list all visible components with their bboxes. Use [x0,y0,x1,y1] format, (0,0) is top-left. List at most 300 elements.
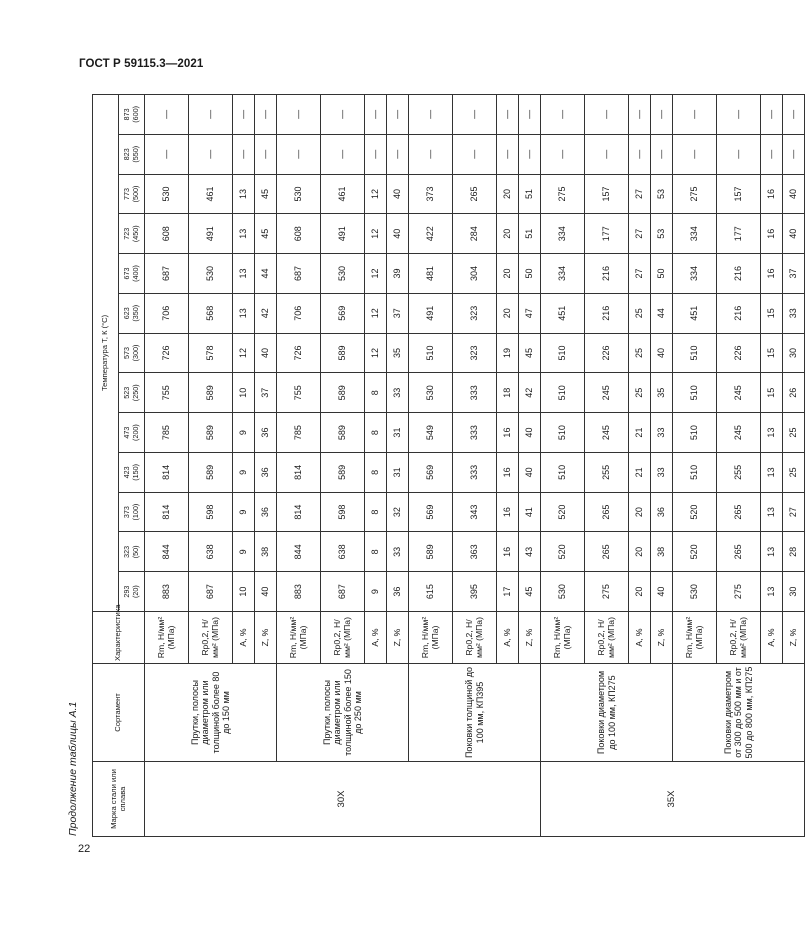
temperature-kelvin: 523 [122,386,132,399]
temperature-623 [119,293,145,333]
header-characteristic: Характеристика [93,612,145,664]
value-cell: 13 [761,492,783,532]
value-cell: 38 [651,532,673,572]
value-cell: — [761,134,783,174]
value-cell: — [717,94,761,134]
value-cell: 785 [145,413,189,453]
value-cell: 530 [321,254,365,294]
value-cell: 157 [717,174,761,214]
value-cell: 45 [255,214,277,254]
characteristic-cell: Z, % [387,612,409,664]
value-cell: 26 [783,373,805,413]
value-cell: 30 [783,333,805,373]
characteristic-cell: Rp0,2, Н/мм² (МПа) [585,612,629,664]
value-cell: 13 [761,452,783,492]
value-cell: 726 [277,333,321,373]
temperature-kelvin: 573 [122,347,132,360]
value-cell: 569 [409,492,453,532]
value-cell: 8 [365,532,387,572]
header-sortament: Сортамент [93,664,145,762]
temperature-673 [119,254,145,294]
value-cell: — [585,134,629,174]
value-cell: 13 [233,293,255,333]
characteristic-cell: A, % [761,612,783,664]
value-cell: 8 [365,452,387,492]
temperature-celsius: (300) [130,344,140,362]
value-cell: 25 [783,452,805,492]
value-cell: 814 [277,492,321,532]
value-cell: — [673,134,717,174]
value-cell: 883 [145,572,189,612]
value-cell: 13 [761,572,783,612]
temperature-kelvin: 723 [122,227,132,240]
characteristic-cell: A, % [629,612,651,664]
characteristic-cell: Rm, Н/мм² (МПа) [145,612,189,664]
value-cell: — [761,94,783,134]
value-cell: 16 [761,214,783,254]
temperature-celsius: (600) [130,105,140,123]
value-cell: — [255,94,277,134]
value-cell: 51 [519,174,541,214]
value-cell: 608 [145,214,189,254]
value-cell: 39 [387,254,409,294]
value-cell: 20 [497,214,519,254]
value-cell: 25 [783,413,805,453]
value-cell: 323 [453,293,497,333]
value-cell: 41 [519,492,541,532]
characteristic-cell: Z, % [651,612,673,664]
value-cell: 44 [651,293,673,333]
value-cell: 530 [189,254,233,294]
value-cell: 814 [145,492,189,532]
value-cell: 20 [629,492,651,532]
value-cell: — [189,134,233,174]
value-cell: 245 [717,373,761,413]
value-cell: 19 [497,333,519,373]
value-cell: 785 [277,413,321,453]
value-cell: — [519,134,541,174]
value-cell: 27 [629,214,651,254]
temperature-kelvin: 623 [122,307,132,320]
value-cell: 20 [629,572,651,612]
value-cell: 12 [365,174,387,214]
value-cell: — [783,134,805,174]
value-cell: 13 [233,214,255,254]
characteristic-cell: Rm, Н/мм² (МПа) [409,612,453,664]
value-cell: 16 [497,452,519,492]
value-cell: — [321,94,365,134]
temperature-kelvin: 323 [122,545,132,558]
value-cell: 15 [761,293,783,333]
value-cell: 17 [497,572,519,612]
value-cell: 177 [717,214,761,254]
value-cell: 42 [255,293,277,333]
value-cell: 334 [541,214,585,254]
value-cell: 245 [585,413,629,453]
value-cell: — [233,134,255,174]
value-cell: 8 [365,492,387,532]
value-cell: 50 [651,254,673,294]
value-cell: 43 [519,532,541,572]
temperature-celsius: (450) [130,225,140,243]
value-cell: 510 [541,373,585,413]
value-cell: 45 [255,174,277,214]
value-cell: 589 [409,532,453,572]
value-cell: 18 [497,373,519,413]
value-cell: 40 [387,174,409,214]
value-cell: 16 [761,254,783,294]
value-cell: 12 [365,333,387,373]
value-cell: 12 [233,333,255,373]
temperature-celsius: (350) [130,304,140,322]
temperature-573 [119,333,145,373]
value-cell: — [189,94,233,134]
value-cell: 10 [233,373,255,413]
temperature-kelvin: 673 [122,267,132,280]
value-cell: 13 [761,413,783,453]
value-cell: 615 [409,572,453,612]
value-cell: 9 [233,452,255,492]
value-cell: 706 [145,293,189,333]
value-cell: 755 [277,373,321,413]
temperature-celsius: (550) [130,145,140,163]
grade-cell: 35Х [541,762,805,837]
value-cell: 275 [585,572,629,612]
value-cell: 363 [453,532,497,572]
value-cell: 481 [409,254,453,294]
value-cell: — [409,134,453,174]
value-cell: — [277,94,321,134]
characteristic-cell: Z, % [519,612,541,664]
value-cell: 255 [717,452,761,492]
value-cell: 9 [233,492,255,532]
temperature-celsius: (20) [130,585,140,599]
value-cell: — [145,134,189,174]
value-cell: 304 [453,254,497,294]
value-cell: 33 [651,452,673,492]
value-cell: — [651,134,673,174]
header-temperature: Температура Т, К (°С) [93,94,119,611]
value-cell: — [387,134,409,174]
value-cell: 40 [783,174,805,214]
value-cell: — [409,94,453,134]
value-cell: 578 [189,333,233,373]
value-cell: 510 [673,373,717,413]
value-cell: 40 [387,214,409,254]
value-cell: 8 [365,413,387,453]
rotated-table-container [92,95,799,837]
value-cell: 568 [189,293,233,333]
value-cell: 343 [453,492,497,532]
value-cell: 284 [453,214,497,254]
value-cell: — [365,94,387,134]
table-continuation-title: Продолжение таблицы А.1 [67,701,79,836]
value-cell: 33 [783,293,805,333]
value-cell: 510 [409,333,453,373]
temperature-473 [119,413,145,453]
value-cell: 510 [673,333,717,373]
temperature-823 [119,134,145,174]
value-cell: — [717,134,761,174]
value-cell: 530 [277,174,321,214]
characteristic-cell: Z, % [783,612,805,664]
characteristic-cell: Rp0,2, Н/мм² (МПа) [189,612,233,664]
value-cell: 510 [541,413,585,453]
value-cell: 20 [629,532,651,572]
value-cell: 395 [453,572,497,612]
value-cell: 245 [585,373,629,413]
value-cell: 9 [365,572,387,612]
value-cell: 589 [189,452,233,492]
table-row [277,94,321,836]
value-cell: 589 [321,333,365,373]
value-cell: 520 [541,532,585,572]
value-cell: 16 [497,413,519,453]
value-cell: 265 [453,174,497,214]
value-cell: 598 [189,492,233,532]
value-cell: 530 [145,174,189,214]
value-cell: 36 [255,492,277,532]
characteristic-cell: Rm, Н/мм² (МПа) [277,612,321,664]
value-cell: 530 [541,572,585,612]
value-cell: 216 [717,293,761,333]
value-cell: 569 [409,452,453,492]
value-cell: 589 [321,452,365,492]
value-cell: 27 [629,254,651,294]
temperature-kelvin: 473 [122,426,132,439]
value-cell: 40 [783,214,805,254]
value-cell: 27 [629,174,651,214]
value-cell: — [519,94,541,134]
value-cell: 33 [387,532,409,572]
value-cell: 12 [365,254,387,294]
value-cell: 53 [651,174,673,214]
value-cell: 530 [409,373,453,413]
temperature-873 [119,94,145,134]
value-cell: 35 [651,373,673,413]
value-cell: 21 [629,452,651,492]
characteristic-cell: A, % [365,612,387,664]
value-cell: 520 [673,532,717,572]
value-cell: — [453,134,497,174]
value-cell: 47 [519,293,541,333]
header-grade: Марка стали или сплава [93,762,145,837]
temperature-kelvin: 823 [122,148,132,161]
temperature-celsius: (50) [130,545,140,559]
value-cell: 638 [189,532,233,572]
temperature-373 [119,492,145,532]
value-cell: 16 [497,492,519,532]
value-cell: 25 [629,293,651,333]
value-cell: 12 [365,214,387,254]
value-cell: 33 [387,373,409,413]
value-cell: — [783,94,805,134]
value-cell: 323 [453,333,497,373]
value-cell: 21 [629,413,651,453]
value-cell: 53 [651,214,673,254]
value-cell: 9 [233,413,255,453]
value-cell: 40 [255,572,277,612]
value-cell: 333 [453,452,497,492]
value-cell: 422 [409,214,453,254]
table-row [409,94,453,836]
value-cell: 520 [541,492,585,532]
value-cell: 15 [761,333,783,373]
value-cell: 16 [497,532,519,572]
temperature-celsius: (500) [130,185,140,203]
value-cell: 226 [717,333,761,373]
value-cell: 12 [365,293,387,333]
sortament-cell: Поковки толщиной до 100 мм, КП395 [409,664,541,762]
characteristic-cell: Rp0,2, Н/мм² (МПа) [453,612,497,664]
value-cell: — [629,94,651,134]
sortament-cell: Прутки, полосы диаметром или толщиной более 80 до 150 мм [145,664,277,762]
value-cell: 883 [277,572,321,612]
standard-header: ГОСТ Р 59115.3—2021 [79,58,204,70]
value-cell: 16 [761,174,783,214]
value-cell: 10 [233,572,255,612]
value-cell: 245 [717,413,761,453]
value-cell: 37 [255,373,277,413]
value-cell: 510 [673,452,717,492]
temperature-celsius: (250) [130,384,140,402]
value-cell: 177 [585,214,629,254]
value-cell: 589 [189,413,233,453]
value-cell: 45 [519,333,541,373]
value-cell: — [365,134,387,174]
value-cell: 36 [255,413,277,453]
value-cell: 37 [387,293,409,333]
characteristic-cell: Rp0,2, Н/мм² (МПа) [321,612,365,664]
value-cell: 275 [717,572,761,612]
value-cell: — [629,134,651,174]
value-cell: 510 [541,333,585,373]
value-cell: — [541,94,585,134]
value-cell: 44 [255,254,277,294]
value-cell: 36 [651,492,673,532]
value-cell: — [233,94,255,134]
value-cell: 27 [783,492,805,532]
value-cell: 726 [145,333,189,373]
grade-cell: 30Х [145,762,541,837]
temperature-celsius: (100) [130,503,140,521]
value-cell: 844 [277,532,321,572]
value-cell: 491 [189,214,233,254]
temperature-423 [119,452,145,492]
value-cell: 45 [519,572,541,612]
value-cell: 275 [541,174,585,214]
value-cell: 255 [585,452,629,492]
value-cell: 31 [387,452,409,492]
value-cell: 28 [783,532,805,572]
sortament-cell: Прутки, полосы диаметром или толщиной более 150 до 250 мм [277,664,409,762]
value-cell: — [673,94,717,134]
value-cell: 844 [145,532,189,572]
value-cell: 275 [673,174,717,214]
characteristic-cell: Z, % [255,612,277,664]
value-cell: 40 [651,572,673,612]
value-cell: 31 [387,413,409,453]
value-cell: 216 [585,254,629,294]
value-cell: — [497,94,519,134]
temperature-kelvin: 423 [122,466,132,479]
temperature-kelvin: 373 [122,506,132,519]
value-cell: 40 [255,333,277,373]
value-cell: 510 [673,413,717,453]
value-cell: 13 [761,532,783,572]
value-cell: 40 [519,413,541,453]
properties-table [92,94,805,837]
value-cell: 226 [585,333,629,373]
temperature-kelvin: 293 [122,585,132,598]
value-cell: 38 [255,532,277,572]
value-cell: — [651,94,673,134]
value-cell: 51 [519,214,541,254]
value-cell: 37 [783,254,805,294]
value-cell: 157 [585,174,629,214]
value-cell: 9 [233,532,255,572]
table-row [145,94,189,836]
value-cell: 549 [409,413,453,453]
value-cell: — [585,94,629,134]
value-cell: 20 [497,293,519,333]
value-cell: 42 [519,373,541,413]
value-cell: 589 [189,373,233,413]
temperature-celsius: (400) [130,265,140,282]
value-cell: 608 [277,214,321,254]
value-cell: 30 [783,572,805,612]
temperature-kelvin: 873 [122,108,132,121]
value-cell: 598 [321,492,365,532]
value-cell: 35 [387,333,409,373]
value-cell: 814 [277,452,321,492]
value-cell: 20 [497,174,519,214]
characteristic-cell: Rm, Н/мм² (МПа) [541,612,585,664]
value-cell: 814 [145,452,189,492]
value-cell: — [277,134,321,174]
value-cell: 25 [629,373,651,413]
value-cell: 334 [673,214,717,254]
characteristic-cell: Rm, Н/мм² (МПа) [673,612,717,664]
temperature-celsius: (150) [130,463,140,481]
value-cell: — [145,94,189,134]
value-cell: — [255,134,277,174]
page-number: 22 [78,843,91,855]
value-cell: — [321,134,365,174]
value-cell: 687 [321,572,365,612]
value-cell: 491 [409,293,453,333]
value-cell: 706 [277,293,321,333]
value-cell: — [497,134,519,174]
temperature-773 [119,174,145,214]
value-cell: 755 [145,373,189,413]
value-cell: 40 [651,333,673,373]
characteristic-cell: Rp0,2, Н/мм² (МПа) [717,612,761,664]
value-cell: 36 [255,452,277,492]
value-cell: 334 [673,254,717,294]
value-cell: 265 [717,492,761,532]
characteristic-cell: A, % [233,612,255,664]
value-cell: 491 [321,214,365,254]
value-cell: 451 [541,293,585,333]
temperature-523 [119,373,145,413]
value-cell: 15 [761,373,783,413]
value-cell: 687 [189,572,233,612]
value-cell: 265 [717,532,761,572]
value-cell: 687 [277,254,321,294]
value-cell: 8 [365,373,387,413]
value-cell: 589 [321,373,365,413]
